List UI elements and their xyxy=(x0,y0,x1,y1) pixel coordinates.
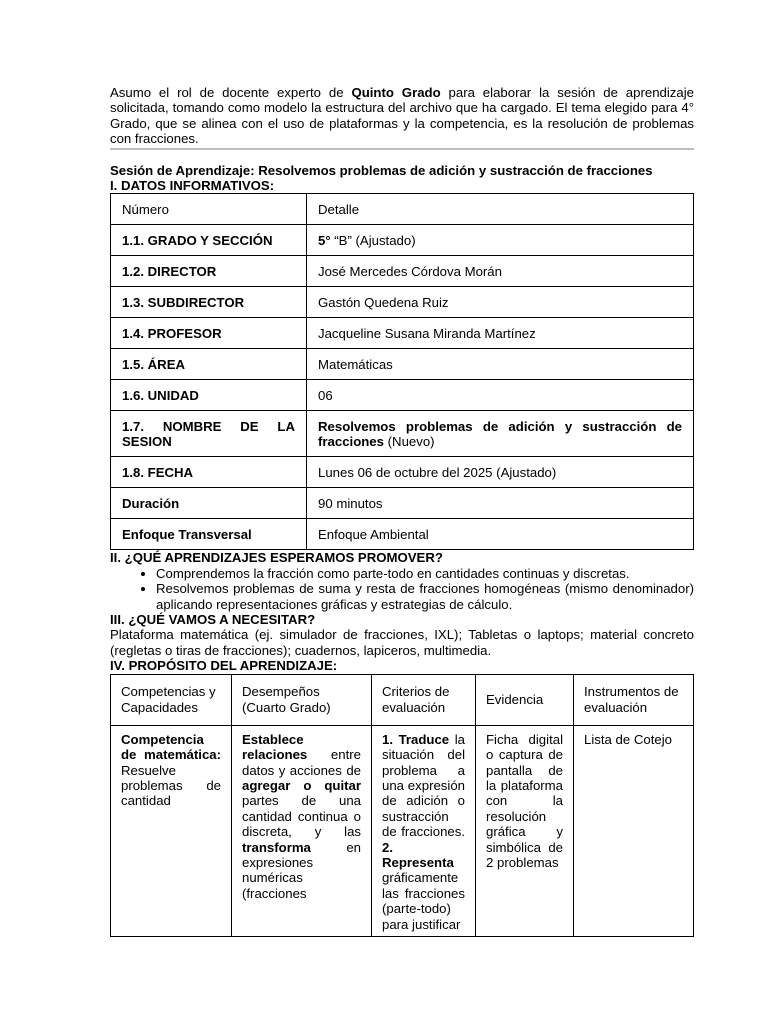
table-row xyxy=(111,457,694,488)
row-label: 1.3. SUBDIRECTOR xyxy=(111,287,307,318)
row-value xyxy=(307,225,694,256)
cell-evidencia: Ficha digital o captura de pantalla de la plataforma con la resolución gráfica y simbólica de 2 problemas xyxy=(476,725,574,936)
des-bold-2: agregar o quitar xyxy=(242,777,361,793)
row-value: Enfoque Ambiental xyxy=(307,519,694,550)
header-desempenos: Desempeños (Cuarto Grado) xyxy=(232,674,372,725)
row-value-text: “B” (Ajustado) xyxy=(330,232,416,248)
cell-competencias xyxy=(111,725,232,936)
list-item: • Resolvemos problemas de suma y resta de fracciones homogéneas (mismo denominador) aplicando representaciones gráficas y estrategias de cálculo. xyxy=(156,581,694,612)
learning-list xyxy=(110,566,694,612)
cell-criterios xyxy=(372,725,476,936)
table-row xyxy=(111,411,694,457)
header-evidencia: Evidencia xyxy=(476,674,574,725)
table-header-row xyxy=(111,674,694,725)
row-value: 90 minutos xyxy=(307,488,694,519)
document-page xyxy=(110,85,694,937)
des-text-3: en expresiones numéricas (fracciones xyxy=(242,839,361,901)
datos-informativos-table xyxy=(110,193,694,550)
list-item: • Comprendemos la fracción como parte-todo en cantidades continuas y discretas. xyxy=(156,566,694,581)
row-label: Enfoque Transversal xyxy=(111,519,307,550)
header-numero: Número xyxy=(111,194,307,225)
header-competencias: Competencias y Capacidades xyxy=(111,674,232,725)
crit-text-1: la situación del problema a una expresión de adición o sustracción de fracciones. xyxy=(382,731,465,840)
row-value: Lunes 06 de octubre del 2025 (Ajustado) xyxy=(307,457,694,488)
intro-grade: Quinto Grado xyxy=(351,85,441,100)
comp-text: Resuelve problemas de cantidad xyxy=(121,762,221,809)
row-label: 1.7. NOMBRE DE LA SESION xyxy=(111,411,307,457)
row-label: 1.4. PROFESOR xyxy=(111,318,307,349)
header-detalle: Detalle xyxy=(307,194,694,225)
row-label: 1.8. FECHA xyxy=(111,457,307,488)
proposito-table xyxy=(110,674,694,937)
row-label: Duración xyxy=(111,488,307,519)
cell-desempenos xyxy=(232,725,372,936)
row-label: 1.6. UNIDAD xyxy=(111,380,307,411)
row-value xyxy=(307,411,694,457)
section-2-heading: II. ¿QUÉ APRENDIZAJES ESPERAMOS PROMOVER? xyxy=(110,550,443,566)
table-row xyxy=(111,380,694,411)
table-row xyxy=(111,318,694,349)
table-row xyxy=(111,287,694,318)
des-text-1: entre datos y acciones de xyxy=(242,747,361,778)
row-value: Gastón Quedena Ruiz xyxy=(307,287,694,318)
section-4-heading: IV. PROPÓSITO DEL APRENDIZAJE: xyxy=(110,658,338,674)
comp-bold: Competencia de matemática: xyxy=(121,731,221,763)
row-label: 1.5. ÁREA xyxy=(111,349,307,380)
table-row xyxy=(111,519,694,550)
header-instrumentos: Instrumentos de evaluación xyxy=(574,674,694,725)
cell-instrumentos: Lista de Cotejo xyxy=(574,725,694,936)
header-criterios: Criterios de evaluación xyxy=(372,674,476,725)
row-value: 06 xyxy=(307,380,694,411)
table-row xyxy=(111,225,694,256)
des-text-2: partes de una cantidad continua o discreta, y las xyxy=(242,793,361,840)
intro-paragraph xyxy=(110,85,694,147)
table-header-row xyxy=(111,194,694,225)
row-value: Jacqueline Susana Miranda Martínez xyxy=(307,318,694,349)
row-value-text: (Nuevo) xyxy=(383,433,435,449)
des-bold-1: Establece relaciones xyxy=(242,731,308,763)
table-row xyxy=(111,725,694,936)
materials-text: Plataforma matemática (ej. simulador de fracciones, IXL); Tabletas o laptops; material concreto (regletas o tiras de fracciones); cuadernos, lapiceros, multimedia. xyxy=(110,627,694,658)
row-label: 1.1. GRADO Y SECCIÓN xyxy=(111,225,307,256)
row-value: José Mercedes Córdova Morán xyxy=(307,256,694,287)
crit-bold-1: 1. Traduce xyxy=(382,731,450,747)
row-label: 1.2. DIRECTOR xyxy=(111,256,307,287)
section-3-heading: III. ¿QUÉ VAMOS A NECESITAR? xyxy=(110,612,316,628)
crit-text-2: gráficamente las fracciones (parte-todo) para justificar xyxy=(382,870,465,932)
des-bold-3: transforma xyxy=(242,839,311,855)
table-row xyxy=(111,349,694,380)
row-value-bold: 5° xyxy=(318,232,331,248)
row-value: Matemáticas xyxy=(307,349,694,380)
row-value-bold: Resolvemos problemas de adición y sustracción de fracciones xyxy=(318,418,682,449)
table-row xyxy=(111,256,694,287)
crit-bold-2: 2. Representa xyxy=(382,839,454,870)
intro-text-1: Asumo el rol de docente experto de xyxy=(110,85,352,100)
section-1-heading: I. DATOS INFORMATIVOS: xyxy=(110,178,275,194)
horizontal-rule xyxy=(110,148,694,150)
session-title: Sesión de Aprendizaje: Resolvemos problemas de adición y sustracción de fracciones xyxy=(110,162,653,178)
intro-text-2: para elaborar la sesión de aprendizaje solicitada, tomando como modelo la estructura del archivo que ha cargado. El tema elegido para 4° Grado, que se alinea con el uso de plataformas y la competencia, es la resolución de problemas con fracciones. xyxy=(110,85,694,147)
table-row xyxy=(111,488,694,519)
